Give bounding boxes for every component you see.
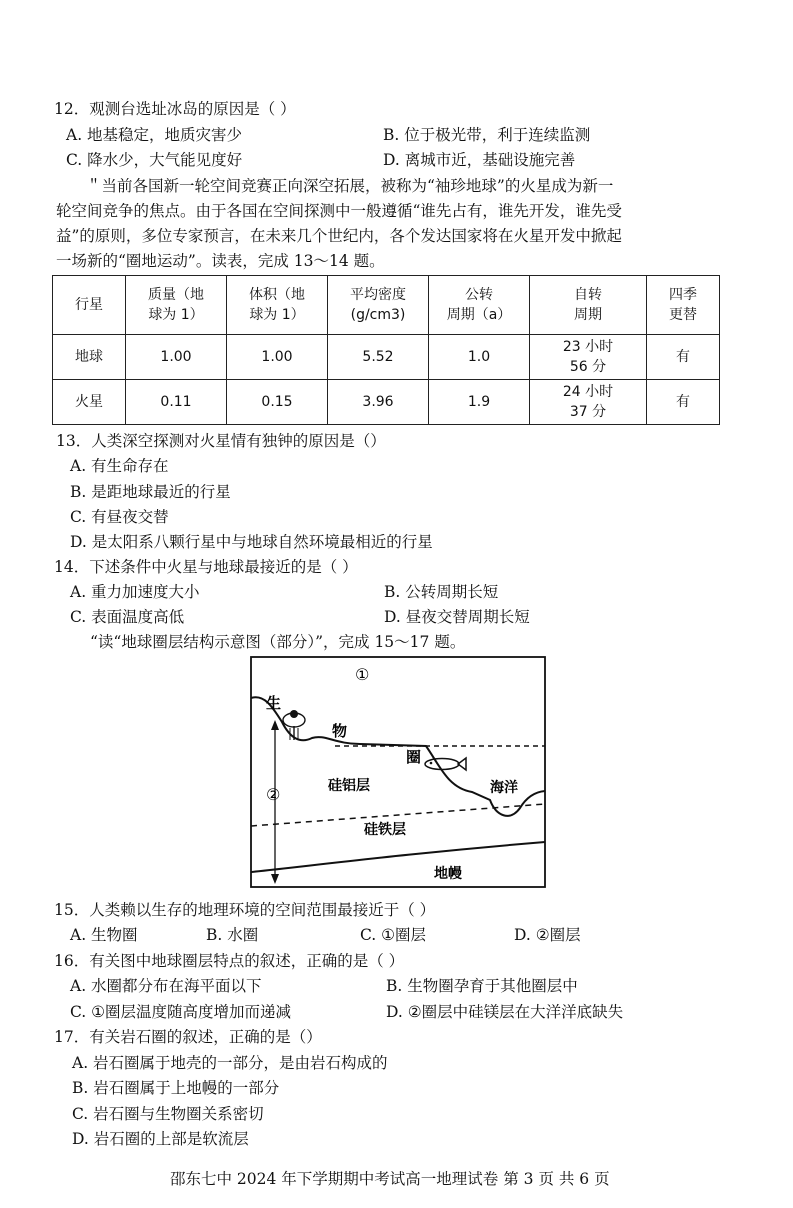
q15-stem: 15．人类赖以生存的地理环境的空间范围最接近于（ ） (54, 901, 436, 919)
cell-orbit: 1.9 (429, 380, 530, 425)
passage-line-4: 一场新的“圈地运动”。读表，完成 13～14 题。 (56, 252, 385, 270)
cell-volume: 0.15 (227, 380, 328, 425)
table-header-row (53, 276, 720, 335)
q12-option-c: C. 降水少，大气能见度好 (66, 151, 243, 169)
q16-option-d: D. ②圈层中硅镁层在大洋洋底缺失 (386, 1003, 624, 1021)
earth-spheres-diagram (250, 656, 546, 888)
q16-option-a: A. 水圈都分布在海平面以下 (70, 977, 262, 995)
q16-option-c: C. ①圈层温度随高度增加而递减 (70, 1003, 292, 1021)
header-volume: 体积（地 球为 1） (227, 276, 328, 335)
label-sima-layer: 硅铁层 (364, 822, 406, 838)
header-seasons: 四季 更替 (647, 276, 720, 335)
table-row (53, 380, 720, 425)
passage-line-1: ＂当前各国新一轮空间竞赛正向深空拓展，被称为“袖珍地球”的火星成为新一 (86, 177, 614, 195)
cell-mass: 0.11 (126, 380, 227, 425)
label-circle-1: ① (355, 665, 370, 684)
intro-15-17: “读“地球圈层结构示意图（部分）”，完成 15～17 题。 (90, 633, 466, 651)
q15-option-a: A. 生物圈 (70, 926, 138, 944)
cell-planet: 火星 (53, 380, 126, 425)
q17-option-c: C. 岩石圈与生物圈关系密切 (72, 1105, 264, 1123)
q15-option-c: C. ①圈层 (360, 926, 427, 944)
cell-density: 5.52 (328, 335, 429, 380)
q17-option-a: A. 岩石圈属于地壳的一部分，是由岩石构成的 (72, 1054, 388, 1072)
q12-option-a: A. 地基稳定，地质灾害少 (66, 126, 243, 144)
cell-volume: 1.00 (227, 335, 328, 380)
q17-option-b: B. 岩石圈属于上地幔的一部分 (72, 1079, 280, 1097)
cell-density: 3.96 (328, 380, 429, 425)
q13-stem: 13．人类深空探测对火星情有独钟的原因是（） (56, 432, 386, 450)
label-sheng: 生 (266, 694, 282, 712)
q12-option-d: D. 离城市近，基础设施完善 (383, 151, 576, 169)
cell-orbit: 1.0 (429, 335, 530, 380)
label-sialic-layer: 硅铝层 (328, 778, 370, 794)
q15-option-d: D. ②圈层 (514, 926, 581, 944)
q14-option-d: D. 昼夜交替周期长短 (384, 608, 530, 626)
q12-stem: 12．观测台选址冰岛的原因是（ ） (54, 100, 296, 118)
cell-planet: 地球 (53, 335, 126, 380)
q16-stem: 16．有关图中地球圈层特点的叙述，正确的是（ ） (54, 952, 405, 970)
q15-option-b: B. 水圈 (206, 926, 259, 944)
cell-seasons: 有 (647, 335, 720, 380)
q14-option-b: B. 公转周期长短 (384, 583, 499, 601)
cell-rotation: 24 小时 37 分 (530, 380, 647, 425)
header-mass: 质量（地 球为 1） (126, 276, 227, 335)
q13-option-c: C. 有昼夜交替 (70, 508, 169, 526)
cell-mass: 1.00 (126, 335, 227, 380)
label-wu: 物 (332, 722, 348, 740)
q17-option-d: D. 岩石圈的上部是软流层 (72, 1130, 249, 1148)
q14-option-a: A. 重力加速度大小 (70, 583, 200, 601)
header-density: 平均密度 (g/cm3) (328, 276, 429, 335)
label-mantle: 地幔 (434, 866, 462, 882)
q13-option-a: A. 有生命存在 (70, 457, 169, 475)
q14-option-c: C. 表面温度高低 (70, 608, 185, 626)
header-orbit: 公转 周期（a） (429, 276, 530, 335)
cell-rotation: 23 小时 56 分 (530, 335, 647, 380)
passage-line-3: 益”的原则，多位专家预言，在未来几个世纪内，各个发达国家将在火星开发中掀起 (56, 227, 622, 245)
q16-option-b: B. 生物圈孕育于其他圈层中 (386, 977, 578, 995)
q12-option-b: B. 位于极光带，利于连续监测 (383, 126, 591, 144)
q14-stem: 14．下述条件中火星与地球最接近的是（ ） (54, 558, 358, 576)
header-rotation: 自转 周期 (530, 276, 647, 335)
label-quan: 圈 (406, 748, 422, 766)
label-ocean: 海洋 (490, 780, 518, 796)
header-planet: 行星 (53, 276, 126, 335)
page-footer: 邵东七中 2024 年下学期期中考试高一地理试卷 第 3 页 共 6 页 (170, 1170, 610, 1188)
passage-line-2: 轮空间竞争的焦点。由于各国在空间探测中一般遵循“谁先占有，谁先开发，谁先受 (56, 202, 622, 220)
label-circle-2: ② (266, 785, 281, 804)
q13-option-d: D. 是太阳系八颗行星中与地球自然环境最相近的行星 (70, 533, 433, 551)
planet-comparison-table (52, 275, 720, 425)
cell-seasons: 有 (647, 380, 720, 425)
q17-stem: 17．有关岩石圈的叙述，正确的是（） (54, 1028, 322, 1046)
table-row (53, 335, 720, 380)
diagram-frame (251, 657, 545, 887)
q13-option-b: B. 是距地球最近的行星 (70, 483, 231, 501)
